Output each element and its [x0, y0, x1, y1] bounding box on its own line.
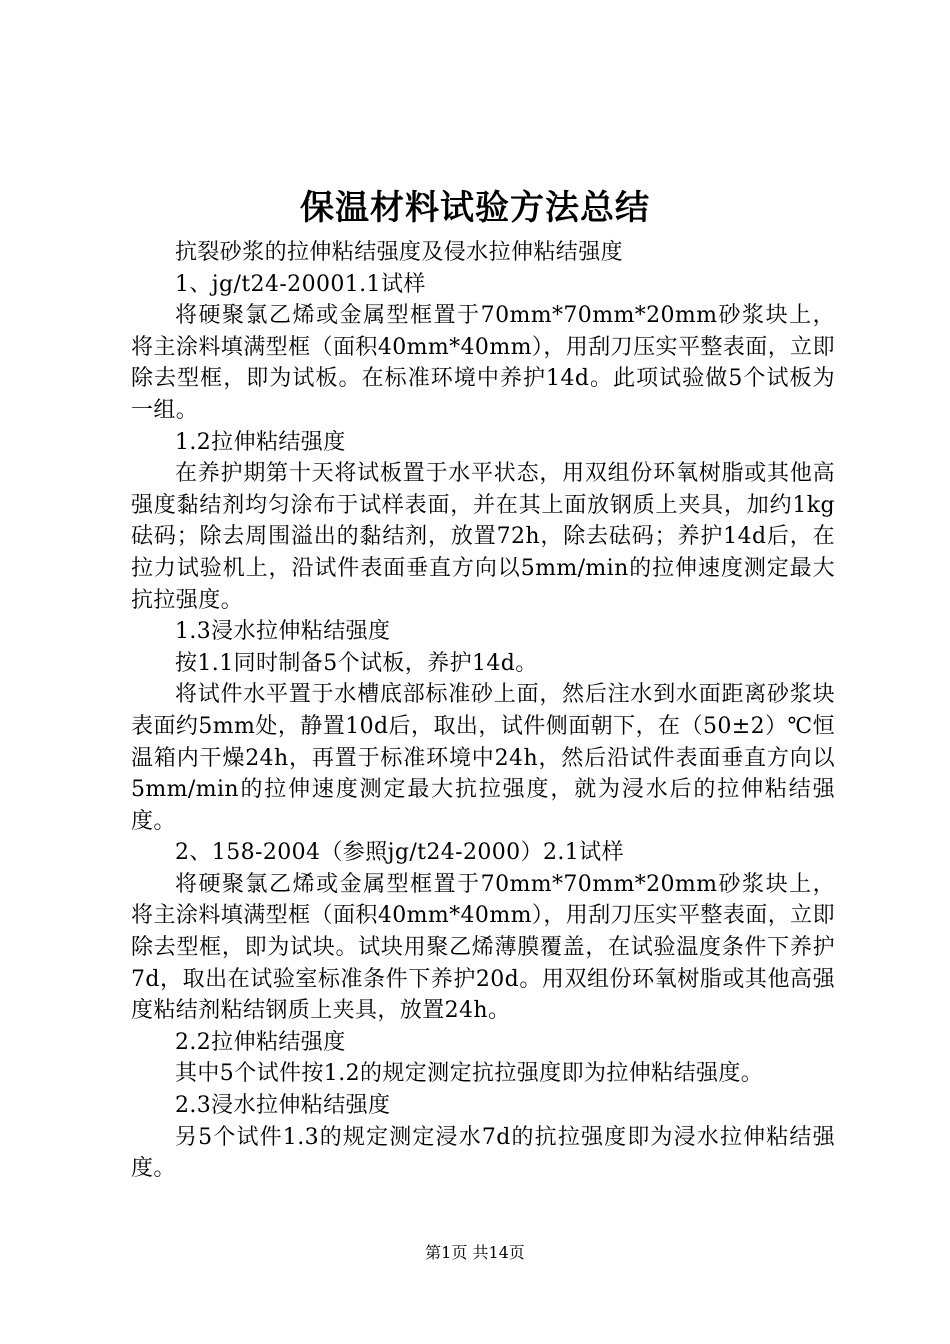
document-body — [131, 237, 835, 1185]
paragraph: 将硬聚氯乙烯或金属型框置于70mm*70mm*20mm砂浆块上，将主涂料填满型框（面积40mm*40mm），用刮刀压实平整表面，立即除去型框，即为试块。试块用聚乙烯薄膜覆盖，在试验温度条件下养护7d，取出在试验室标准条件下养护20d。用双组份环氧树脂或其他高强度粘结剂粘结钢质上夹具，放置24h。 — [131, 871, 835, 1024]
paragraph: 在养护期第十天将试板置于水平状态，用双组份环氧树脂或其他高强度黏结剂均匀涂布于试样表面，并在其上面放钢质上夹具，加约1kg砝码；除去周围溢出的黏结剂，放置72h，除去砝码；养护14d后，在拉力试验机上，沿试件表面垂直方向以5mm/min的拉伸速度测定最大抗拉强度。 — [131, 461, 835, 613]
paragraph: 将试件水平置于水槽底部标准砂上面，然后注水到水面距离砂浆块表面约5mm处，静置10d后，取出，试件侧面朝下，在（50±2）℃恒温箱内干燥24h，再置于标准环境中24h，然后沿试件表面垂直方向以5mm/min的拉伸速度测定最大抗拉强度，就为浸水后的拉伸粘结强度。 — [131, 682, 835, 834]
section-heading-1-3: 1.3浸水拉伸粘结强度 — [175, 619, 391, 645]
paragraph: 按1.1同时制备5个试板，养护14d。 — [175, 650, 538, 676]
section-heading-1: 1、jg/t24-20001.1试样 — [175, 271, 426, 297]
paragraph: 其中5个试件按1.2的规定测定抗拉强度即为拉伸粘结强度。 — [175, 1061, 764, 1087]
paragraph: 将硬聚氯乙烯或金属型框置于70mm*70mm*20mm砂浆块上，将主涂料填满型框（面积40mm*40mm），用刮刀压实平整表面，立即除去型框，即为试板。在标准环境中养护14d。此项试验做5个试板为一组。 — [131, 303, 835, 423]
page-footer: 第1页 共14页 — [425, 1243, 525, 1262]
section-heading-2: 2、158-2004（参照jg/t24-2000）2.1试样 — [175, 840, 624, 866]
paragraph: 另5个试件1.3的规定测定浸水7d的抗拉强度即为浸水拉伸粘结强度。 — [131, 1124, 835, 1182]
section-heading-1-2: 1.2拉伸粘结强度 — [175, 429, 346, 455]
paragraph-intro: 抗裂砂浆的拉伸粘结强度及侵水拉伸粘结强度 — [175, 240, 624, 265]
section-heading-2-3: 2.3浸水拉伸粘结强度 — [175, 1093, 391, 1119]
section-heading-2-2: 2.2拉伸粘结强度 — [175, 1029, 346, 1055]
page-title: 保温材料试验方法总结 — [300, 188, 650, 228]
